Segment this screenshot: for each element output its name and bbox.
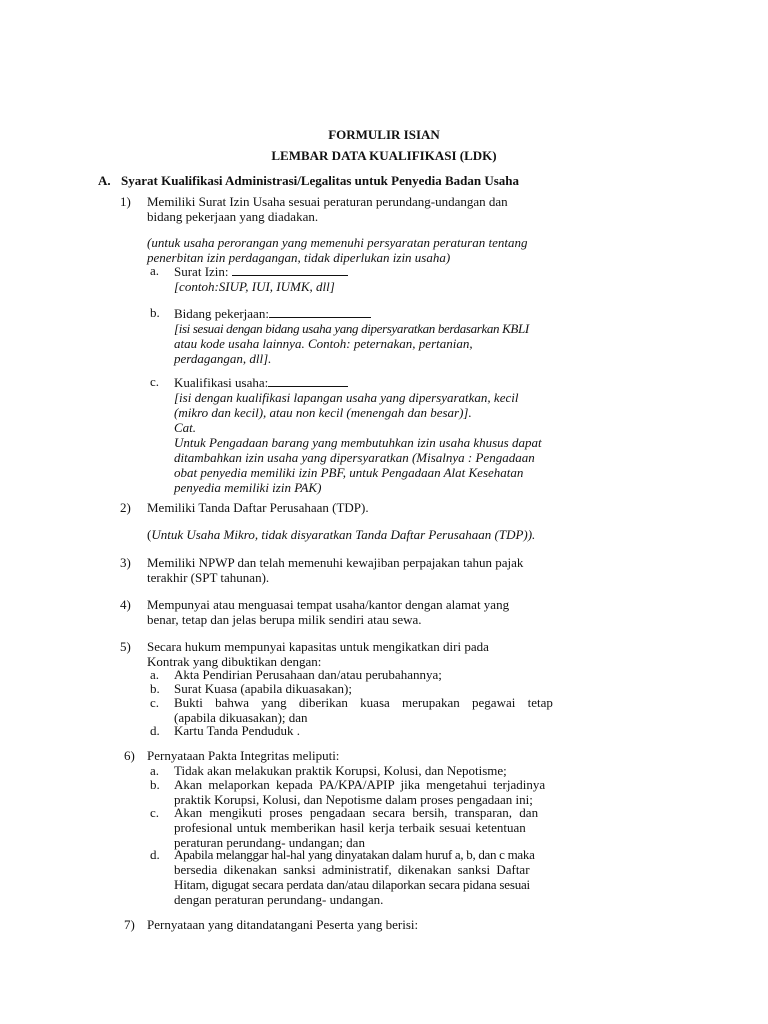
item-6-c-line: peraturan perundang- undangan; dan bbox=[174, 835, 365, 850]
item-6-d-line: dengan peraturan perundang- undangan. bbox=[174, 892, 384, 907]
item-7-text: Pernyataan yang ditandatangani Peserta yang berisi: bbox=[147, 917, 419, 932]
item-5-b: Surat Kuasa (apabila dikuasakan); bbox=[174, 681, 352, 696]
item-3-line: Memiliki NPWP dan telah memenuhi kewajiban perpajakan tahun pajak bbox=[147, 555, 524, 570]
item-2-note-paren: ( bbox=[147, 527, 152, 542]
item-6-b-line: Akan melaporkan kepada PA/KPA/APIP jika mengetahui terjadinya bbox=[174, 777, 546, 792]
item-6-a-letter: a. bbox=[150, 763, 160, 778]
item-6-c-letter: c. bbox=[150, 805, 160, 820]
item-1-text bbox=[147, 194, 617, 224]
bidang-pekerjaan-field[interactable] bbox=[269, 305, 371, 318]
item-3-line: terakhir (SPT tahunan). bbox=[147, 570, 270, 585]
item-4-text bbox=[147, 597, 617, 627]
item-1-a-letter: a. bbox=[150, 263, 160, 278]
item-3-number: 3) bbox=[120, 555, 131, 570]
item-1-line: bidang pekerjaan yang diadakan. bbox=[147, 209, 319, 224]
bidang-pekerjaan-label: Bidang pekerjaan: bbox=[174, 306, 269, 321]
surat-izin-hint: [contoh:SIUP, IUI, IUMK, dll] bbox=[174, 279, 335, 294]
section-a-title: Syarat Kualifikasi Administrasi/Legalitas untuk Penyedia Badan Usaha bbox=[121, 173, 520, 188]
item-6-b bbox=[174, 777, 617, 807]
item-5-c-letter: c. bbox=[150, 695, 160, 710]
item-6-d-letter: d. bbox=[150, 847, 160, 862]
item-1-c-letter: c. bbox=[150, 374, 160, 389]
item-5-d-letter: d. bbox=[150, 723, 160, 738]
kualifikasi-usaha-hint: Cat. bbox=[174, 420, 197, 435]
item-5-b-letter: b. bbox=[150, 681, 160, 696]
kualifikasi-usaha-hint: [isi dengan kualifikasi lapangan usaha yang dipersyaratkan, kecil bbox=[174, 390, 519, 405]
kualifikasi-usaha-hint: Untuk Pengadaan barang yang membutuhkan izin usaha khusus dapat bbox=[174, 435, 542, 450]
item-1-number: 1) bbox=[120, 194, 131, 209]
item-2-note-text: Untuk Usaha Mikro, tidak disyaratkan Tanda Daftar Perusahaan (TDP)). bbox=[151, 527, 536, 542]
item-6-number: 6) bbox=[124, 748, 135, 763]
item-5-a: Akta Pendirian Perusahaan dan/atau perubahannya; bbox=[174, 667, 442, 682]
item-5-c-line: (apabila dikuasakan); dan bbox=[174, 710, 308, 725]
item-6-d bbox=[174, 847, 617, 907]
item-1-b bbox=[174, 305, 617, 366]
item-6-d-line: Hitam, digugat secara perdata dan/atau dilaporkan secara pidana sesuai bbox=[174, 877, 530, 892]
bidang-pekerjaan-hint: atau kode usaha lainnya. Contoh: peternakan, pertanian, bbox=[174, 336, 473, 351]
surat-izin-label: Surat Izin: bbox=[174, 264, 232, 279]
item-7-number: 7) bbox=[124, 917, 135, 932]
item-2-number: 2) bbox=[120, 500, 131, 515]
item-5-text bbox=[147, 639, 617, 669]
form-title: FORMULIR ISIAN bbox=[328, 127, 440, 142]
item-1-a bbox=[174, 263, 617, 294]
item-6-c bbox=[174, 805, 617, 850]
item-5-line: Kontrak yang dibuktikan dengan: bbox=[147, 654, 322, 669]
item-5-d: Kartu Tanda Penduduk . bbox=[174, 723, 300, 738]
form-subtitle: LEMBAR DATA KUALIFIKASI (LDK) bbox=[271, 148, 497, 163]
item-5-number: 5) bbox=[120, 639, 131, 654]
item-5-c-line: Bukti bahwa yang diberikan kuasa merupakan pegawai tetap bbox=[174, 695, 553, 710]
item-6-a: Tidak akan melakukan praktik Korupsi, Kolusi, dan Nepotisme; bbox=[174, 763, 507, 778]
kualifikasi-usaha-hint: (mikro dan kecil), atau non kecil (menengah dan besar)]. bbox=[174, 405, 472, 420]
item-6-d-line: Apabila melanggar hal-hal yang dinyatakan dalam huruf a, b, dan c maka bbox=[174, 847, 535, 862]
item-6-c-line: profesional untuk memberikan hasil kerja terbaik sesuai ketentuan bbox=[174, 820, 526, 835]
kualifikasi-usaha-hint: ditambahkan izin usaha yang dipersyaratkan (Misalnya : Pengadaan bbox=[174, 450, 535, 465]
item-1-b-letter: b. bbox=[150, 305, 160, 320]
item-3-text bbox=[147, 555, 617, 585]
item-6-b-letter: b. bbox=[150, 777, 160, 792]
item-4-number: 4) bbox=[120, 597, 131, 612]
surat-izin-field[interactable] bbox=[232, 263, 348, 276]
item-6-c-line: Akan mengikuti proses pengadaan secara bersih, transparan, dan bbox=[174, 805, 539, 820]
bidang-pekerjaan-hint: [isi sesuai dengan bidang usaha yang dipersyaratkan berdasarkan KBLI bbox=[174, 321, 529, 336]
item-1-note bbox=[147, 235, 617, 265]
section-a-letter: A. bbox=[98, 173, 111, 188]
item-2-text: Memiliki Tanda Daftar Perusahaan (TDP). bbox=[147, 500, 369, 515]
kualifikasi-usaha-hint: obat penyedia memiliki izin PBF, untuk Pengadaan Alat Kesehatan bbox=[174, 465, 524, 480]
item-2-note bbox=[147, 527, 617, 542]
kualifikasi-usaha-hint: penyedia memiliki izin PAK) bbox=[174, 480, 322, 495]
item-6-d-line: bersedia dikenakan sanksi administratif, dikenakan sanksi Daftar bbox=[174, 862, 530, 877]
item-4-line: Mempunyai atau menguasai tempat usaha/kantor dengan alamat yang bbox=[147, 597, 510, 612]
kualifikasi-usaha-label: Kualifikasi usaha: bbox=[174, 375, 269, 390]
item-1-c bbox=[174, 374, 617, 495]
item-1-line: Memiliki Surat Izin Usaha sesuai peraturan perundang-undangan dan bbox=[147, 194, 508, 209]
item-5-c bbox=[174, 695, 617, 725]
item-5-a-letter: a. bbox=[150, 667, 160, 682]
bidang-pekerjaan-hint: perdagangan, dll]. bbox=[174, 351, 272, 366]
kualifikasi-usaha-field[interactable] bbox=[268, 374, 348, 387]
item-5-line: Secara hukum mempunyai kapasitas untuk mengikatkan diri pada bbox=[147, 639, 489, 654]
item-6-b-line: praktik Korupsi, Kolusi, dan Nepotisme dalam proses pengadaan ini; bbox=[174, 792, 533, 807]
item-4-line: benar, tetap dan jelas berupa milik sendiri atau sewa. bbox=[147, 612, 422, 627]
item-6-text: Pernyataan Pakta Integritas meliputi: bbox=[147, 748, 340, 763]
item-1-note-line: (untuk usaha perorangan yang memenuhi persyaratan peraturan tentang bbox=[147, 235, 528, 250]
item-1-note-line: penerbitan izin perdagangan, tidak diperlukan izin usaha) bbox=[147, 250, 451, 265]
